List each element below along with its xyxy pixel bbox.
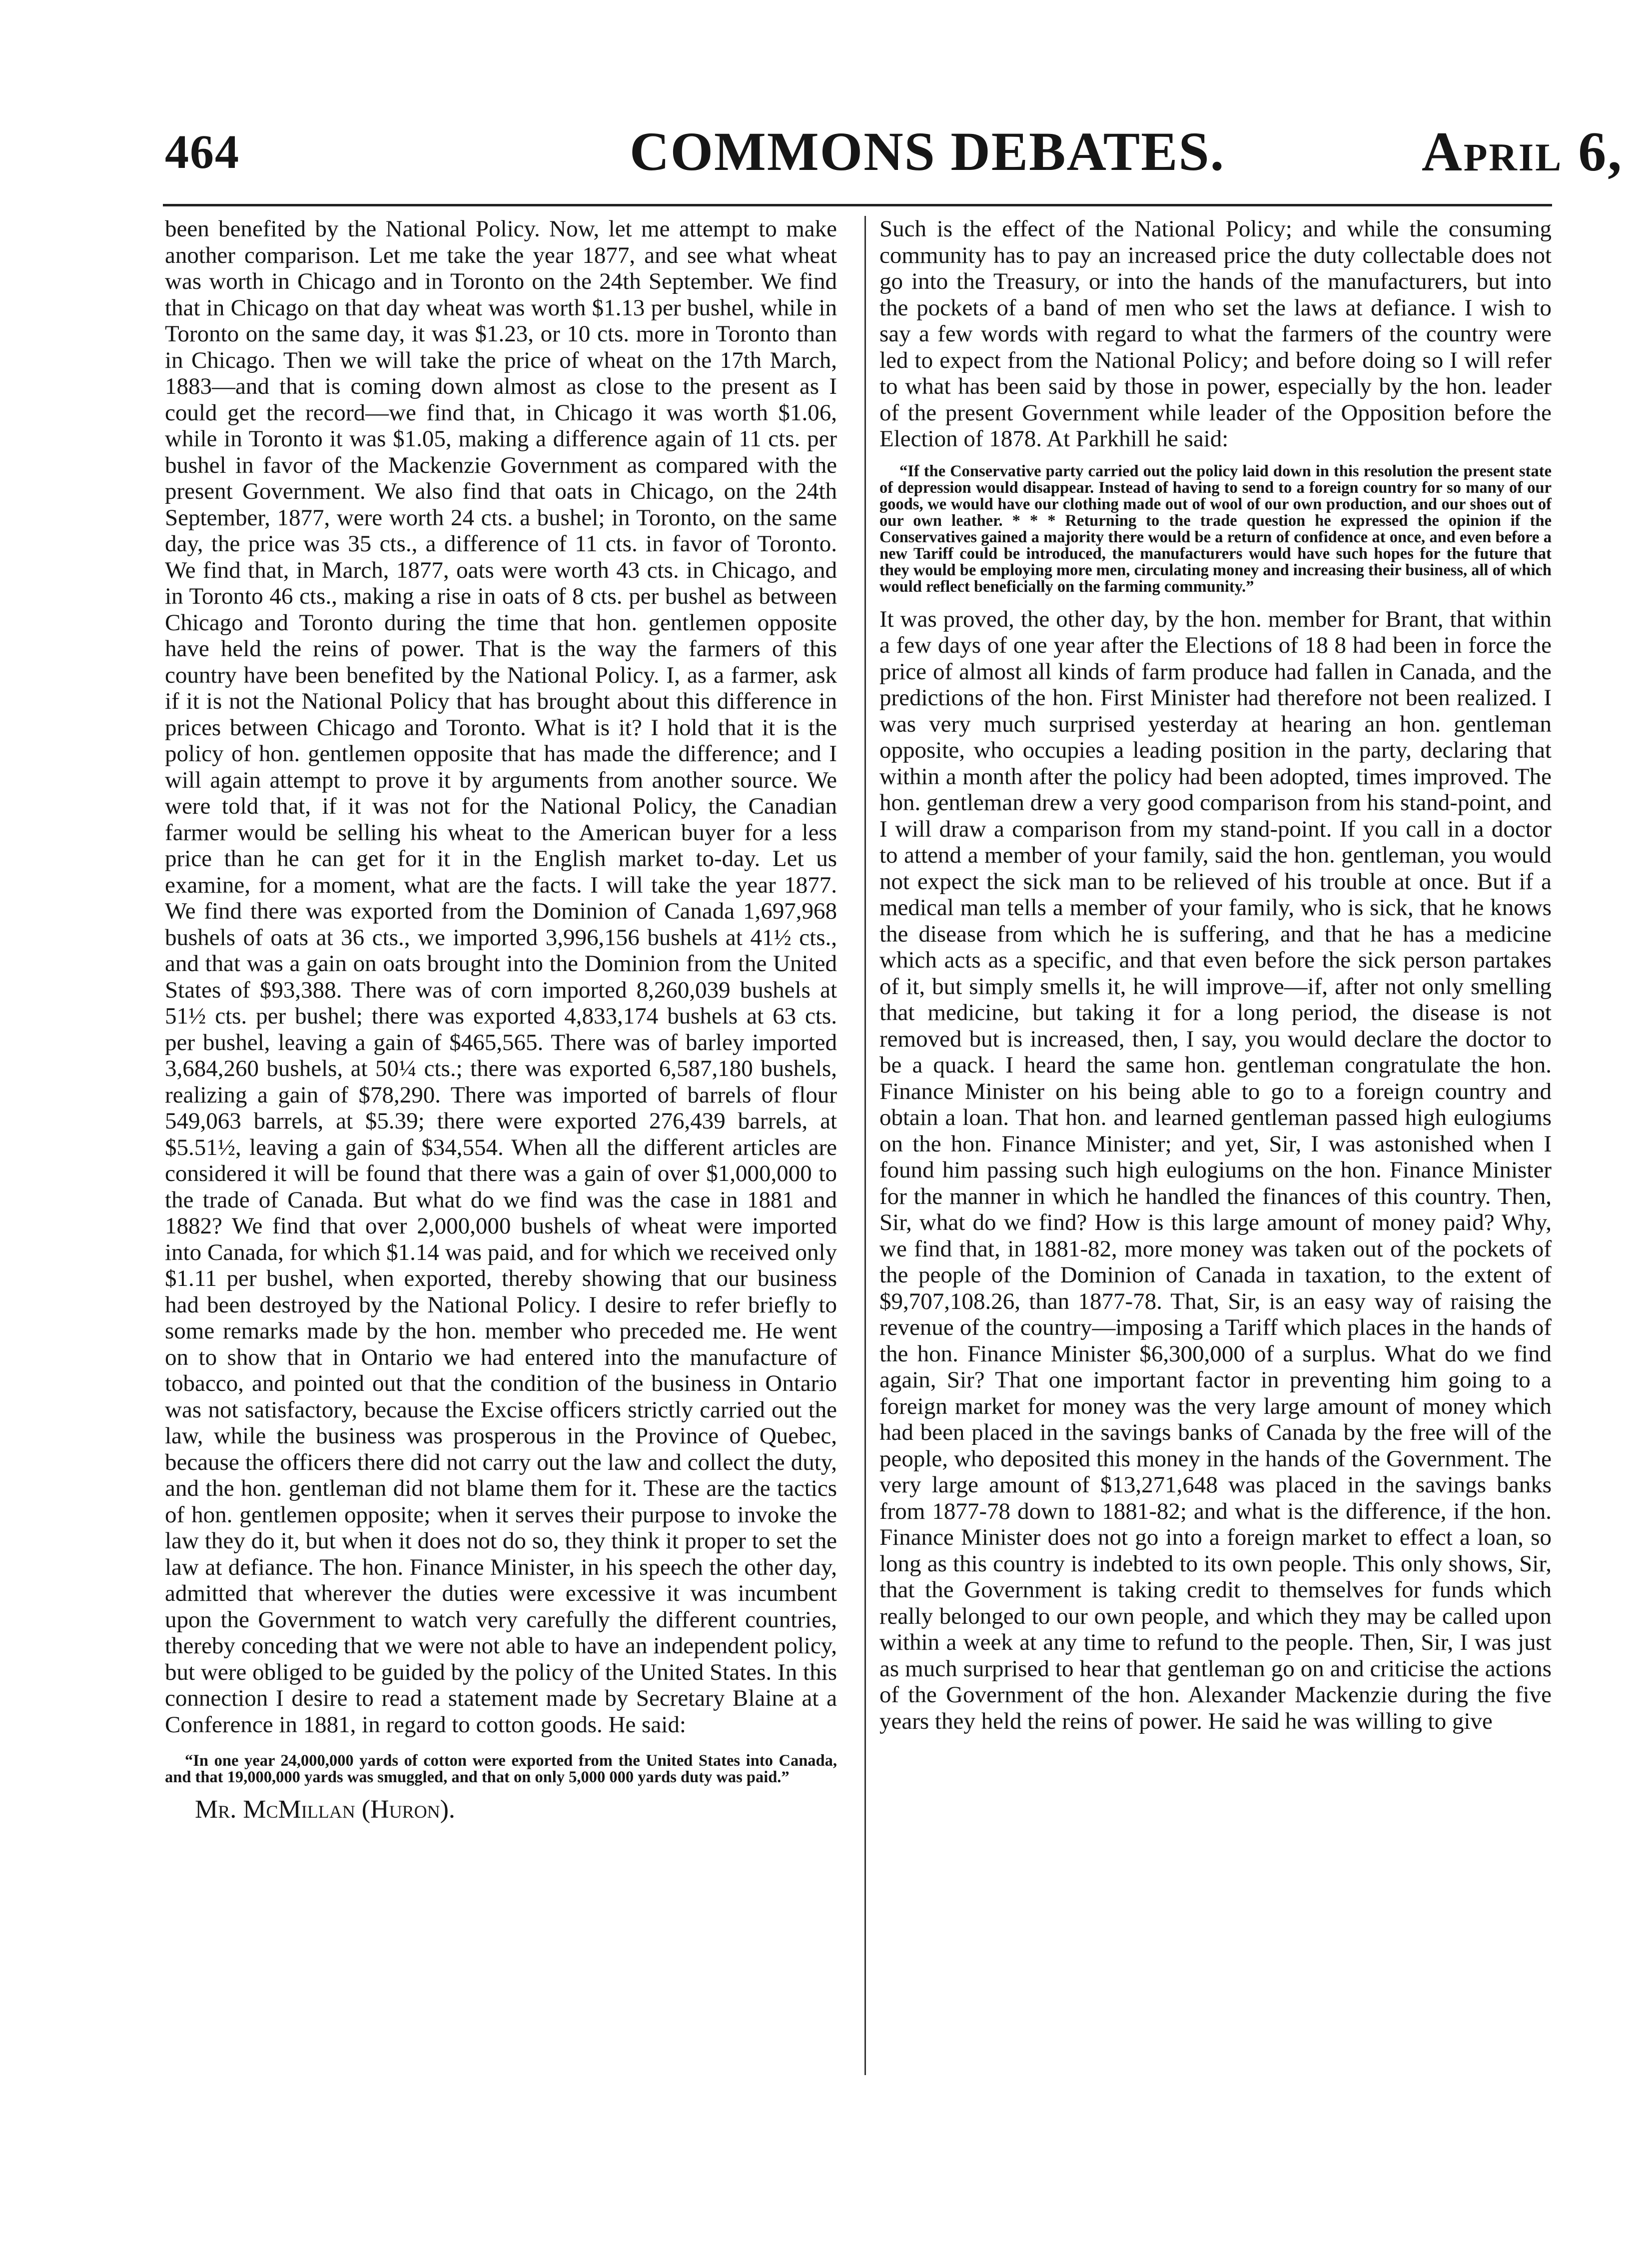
- page-number: 464: [165, 125, 240, 178]
- right-paragraph-2: It was proved, the other day, by the hon. member for Brant, that within a few days of one year after the Elections of 18 8 had been in force the price of almost all kinds of farm produce had fallen in Canada, and the predictions of the hon. First Minister had therefore not been realized. I was very much surprised yesterday at hearing an hon. gentleman opposite, who occupies a leading position in the party, declaring that within a month after the policy had been adopted, times improved. The hon. gentleman drew a very good comparison from his stand-point, and I will draw a comparison from my stand-point. If you call in a doctor to attend a member of your family, said the hon. gentleman, you would not expect the sick man to be relieved of his trouble at once. But if a medical man tells a member of your family, who is sick, that he knows the disease from which he is suffering, and that he has a medicine which acts as a specific, and that even before the sick person partakes of it, but simply smells it, he will improve—if, after not only smelling that medicine, but taking it for a long period, the disease is not removed but is increased, then, I say, you would declare the doctor to be a quack. I heard the same hon. gentleman congratulate the hon. Finance Minister on his being able to go to a foreign country and obtain a loan. That hon. and learned gentleman passed high eulogiums on the hon. Finance Minister; and yet, Sir, I was astonished when I found him passing such high eulogiums on the hon. Finance Minister for the manner in which he handled the finances of this country. Then, Sir, what do we find? How is this large amount of money paid? Why, we find that, in 1881-82, more money was taken out of the pockets of the people of the Dominion of Canada in taxation, to the extent of $9,707,108.26, than 1877-78. That, Sir, is an easy way of raising the revenue of the country—imposing a Tariff which places in the hands of the hon. Finance Minister $6,300,000 of a surplus. What do we find again, Sir? That one important factor in preventing him going to a foreign market for money was the very large amount of money which had been placed in the savings banks of Canada by the free will of the people, who deposited this money in the hands of the Government. The very large amount of $13,271,648 was placed in the savings banks from 1877-78 down to 1881-82; and what is the difference, if the hon. Finance Minister does not go into a foreign market to effect a loan, so long as this country is indebted to its own people. This only shows, Sir, that the Government is taking credit to themselves for funds which really belonged to our own people, and which they may be called upon within a week at any time to refund to the people. Then, Sir, I was just as much surprised to hear that gentleman go on and criticise the actions of the Government of the hon. Alexander Mackenzie during the five years they held the reins of power. He said he was willing to give: [879, 606, 1552, 1734]
- column-divider: [864, 216, 866, 2075]
- page-date: April 6,: [1422, 121, 1624, 183]
- right-paragraph-1: Such is the effect of the National Policy; and while the consuming community has to pay an increased price the duty collectable does not go into the Treasury, or into the hands of the manufacturers, but into the pockets of a band of men who set the laws at defiance. I wish to say a few words with regard to what the farmers of the country were led to expect from the National Policy; and before doing so I will refer to what has been said by those in power, especially by the hon. leader of the present Government while leader of the Opposition before the Election of 1878. At Parkhill he said:: [879, 216, 1552, 452]
- right-column: [879, 216, 1552, 1734]
- left-quote: “In one year 24,000,000 yards of cotton were exported from the United States into Canada, and that 19,000,000 yards was smuggled, and that on only 5,000 000 yards duty was paid.”: [165, 1752, 837, 1786]
- header-rule: [163, 204, 1552, 206]
- right-quote: “If the Conservative party carried out the policy laid down in this resolution the present state of depression would disappear. Instead of having to send to a foreign country for so many of our goods, we would have our clothing made out of wool of our own production, and our shoes out of our own leather. * * * Returning to the trade question he expressed the opinion if the Conservatives gained a majority there would be a return of confidence at once, and even before a new Tariff could be introduced, the manufacturers would have such hopes for the future that they would be employing more men, circulating money and increasing their business, all of which would reflect beneficially on the farming community.”: [879, 462, 1552, 596]
- page-title: COMMONS DEBATES.: [630, 121, 1225, 182]
- left-column: [165, 216, 837, 1823]
- speaker-attribution: Mr. McMillan (Huron).: [195, 1795, 455, 1824]
- left-paragraph-1: been benefited by the National Policy. Now, let me attempt to make another comparison. Let me take the year 1877, and see what wheat was worth in Chicago and in Toronto on the 24th September. We find that in Chicago on that day wheat was worth $1.13 per bushel, while in Toronto on the same day, it was $1.23, or 10 cts. more in Toronto than in Chicago. Then we will take the price of wheat on the 17th March, 1883—and that is coming down almost as close to the present as I could get the record—we find that, in Chicago it was worth $1.06, while in Toronto it was $1.05, making a difference again of 11 cts. per bushel in favor of the Mackenzie Government as compared with the present Government. We also find that oats in Chicago, on the 24th September, 1877, were worth 24 cts. a bushel; in Toronto, on the same day, the price was 35 cts., a difference of 11 cts. in favor of Toronto. We find that, in March, 1877, oats were worth 43 cts. in Chicago, and in Toronto 46 cts., making a rise in oats of 8 cts. per bushel as between Chicago and Toronto during the time that hon. gentlemen opposite have held the reins of power. That is the way the farmers of this country have been benefited by the National Policy. I, as a farmer, ask if it is not the National Policy that has brought about this difference in prices between Chicago and Toronto. What is it? I hold that it is the policy of hon. gentlemen opposite that has made the difference; and I will again attempt to prove it by arguments from another source. We were told that, if it was not for the National Policy, the Canadian farmer would be selling his wheat to the American buyer for a less price than he can get for it in the English market to-day. Let us examine, for a moment, what are the facts. I will take the year 1877. We find there was exported from the Dominion of Canada 1,697,968 bushels of oats at 36 cts., we imported 3,996,156 bushels at 41½ cts., and that was a gain on oats brought into the Dominion from the United States of $93,388. There was of corn imported 8,260,039 bushels at 51½ cts. per bushel; there was exported 4,833,174 bushels at 63 cts. per bushel, leaving a gain of $465,565. There was of barley imported 3,684,260 bushels, at 50¼ cts.; there was exported 6,587,180 bushels, realizing a gain of $78,290. There was imported of barrels of flour 549,063 barrels, at $5.39; there were exported 276,439 barrels, at $5.51½, leaving a gain of $34,554. When all the different articles are considered it will be found that there was a gain of over $1,000,000 to the trade of Canada. But what do we find was the case in 1881 and 1882? We find that over 2,000,000 bushels of wheat were imported into Canada, for which $1.14 was paid, and for which we received only $1.11 per bushel, when exported, thereby showing that our business had been destroyed by the National Policy. I desire to refer briefly to some remarks made by the hon. member who preceded me. He went on to show that in Ontario we had entered into the manufacture of tobacco, and pointed out that the condition of the business in Ontario was not satisfactory, because the Excise officers strictly carried out the law, while the business was prosperous in the Province of Quebec, because the officers there did not carry out the law and collect the duty, and the hon. gentleman did not blame them for it. These are the tactics of hon. gentlemen opposite; when it serves their purpose to invoke the law they do it, but when it does not do so, they think it proper to set the law at defiance. The hon. Finance Minister, in his speech the other day, admitted that wherever the duties were excessive it was incumbent upon the Government to watch very carefully the different countries, thereby conceding that we were not able to have an independent policy, but were obliged to be guided by the policy of the United States. In this connection I desire to read a statement made by Secretary Blaine at a Conference in 1881, in regard to cotton goods. He said:: [165, 216, 837, 1738]
